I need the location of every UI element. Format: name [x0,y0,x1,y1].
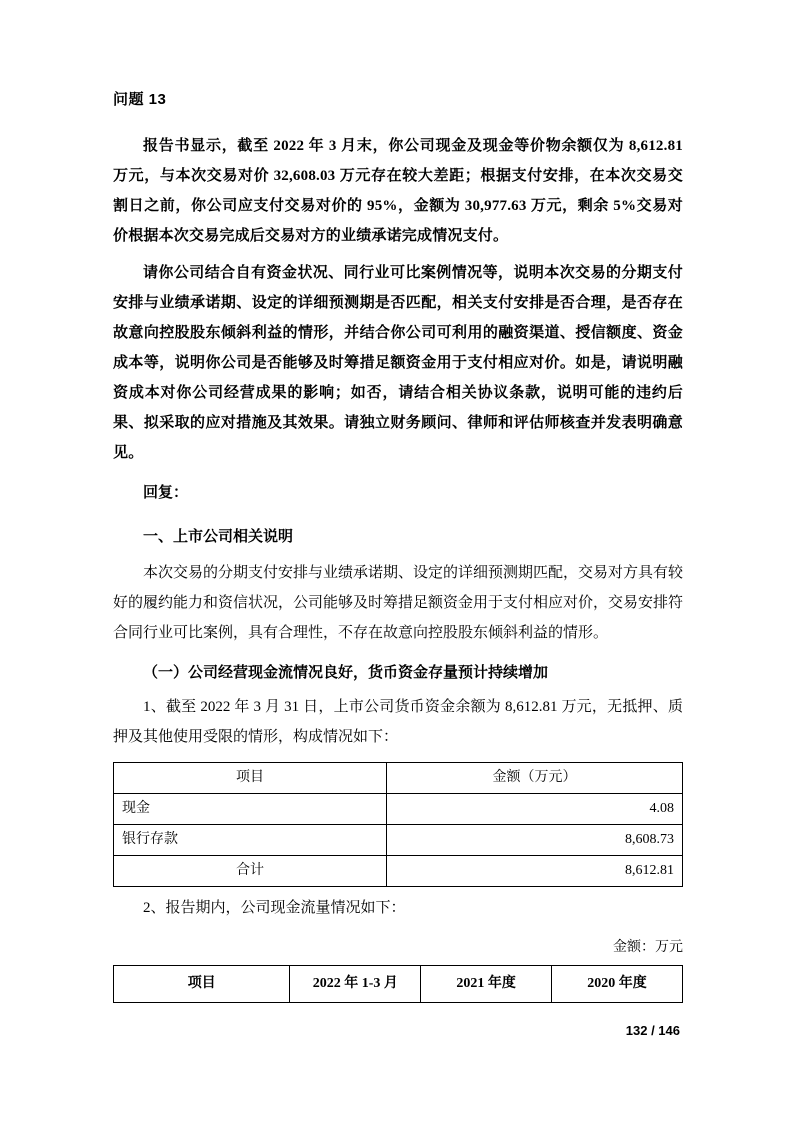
cash-flow-table [113,965,683,1003]
question-paragraph-2: 请你公司结合自有资金状况、同行业可比案例情况等，说明本次交易的分期支付安排与业绩承诺期、设定的详细预测期是否匹配，相关支付安排是否合理，是否存在故意向控股股东倾斜利益的情形，并结合你公司可利用的融资渠道、授信额度、资金成本等，说明你公司是否能够及时筹措足额资金用于支付相应对价。如是，请说明融资成本对你公司经营成果的影响；如否，请结合相关协议条款，说明可能的违约后果、拟采取的应对措施及其效果。请独立财务顾问、律师和评估师核查并发表明确意见。 [113,265,683,461]
table-cell-total-amount: 8,612.81 [387,856,683,887]
table-header-2021: 2021 年度 [421,966,552,1003]
table-cell-amount: 8,608.73 [387,825,683,856]
table-row [114,825,683,856]
question-title: 问题 13 [113,91,167,108]
table-row [114,794,683,825]
table-header-2022q1: 2022 年 1-3 月 [290,966,421,1003]
question-paragraph-1: 报告书显示，截至 2022 年 3 月末，你公司现金及现金等价物余额仅为 8,612.81 万元，与本次交易对价 32,608.03 万元存在较大差距；根据支付安排，在本次交易交割日之前，你公司应支付交易对价的 95%，金额为 30,977.63 万元，剩余 5%交易对价根据本次交易完成后交易对方的业绩承诺完成情况支付。 [113,138,683,244]
table-cell-amount: 4.08 [387,794,683,825]
section-paragraph: 本次交易的分期支付安排与业绩承诺期、设定的详细预测期匹配，交易对方具有较好的履约能力和资信状况，公司能够及时筹措足额资金用于支付相应对价，交易安排符合同行业可比案例，具有合理性，不存在故意向控股股东倾斜利益的情形。 [113,565,684,641]
unit-note: 金额：万元 [613,940,683,955]
table-header-item: 项目 [114,966,290,1003]
subsection-heading: （一）公司经营现金流情况良好，货币资金存量预计持续增加 [143,665,549,681]
table-header-amount: 金额（万元） [387,763,683,794]
page-content [113,88,683,1003]
item-1-paragraph: 1、截至 2022 年 3 月 31 日，上市公司货币资金余额为 8,612.81 万元，无抵押、质押及其他使用受限的情形，构成情况如下： [113,699,683,745]
table-header-row [114,763,683,794]
reply-label: 回复： [143,485,189,501]
table-header-2020: 2020 年度 [552,966,683,1003]
cash-composition-table [113,762,683,887]
item-2-paragraph: 2、报告期内，公司现金流量情况如下： [143,900,406,916]
section-heading: 一、上市公司相关说明 [143,529,294,545]
page-number: 132 / 146 [625,1023,680,1038]
table-cell-item: 银行存款 [114,825,387,856]
table-header-row [114,966,683,1003]
table-total-row [114,856,683,887]
table-cell-total-label: 合计 [114,856,387,887]
table-cell-item: 现金 [114,794,387,825]
table-header-item: 项目 [114,763,387,794]
